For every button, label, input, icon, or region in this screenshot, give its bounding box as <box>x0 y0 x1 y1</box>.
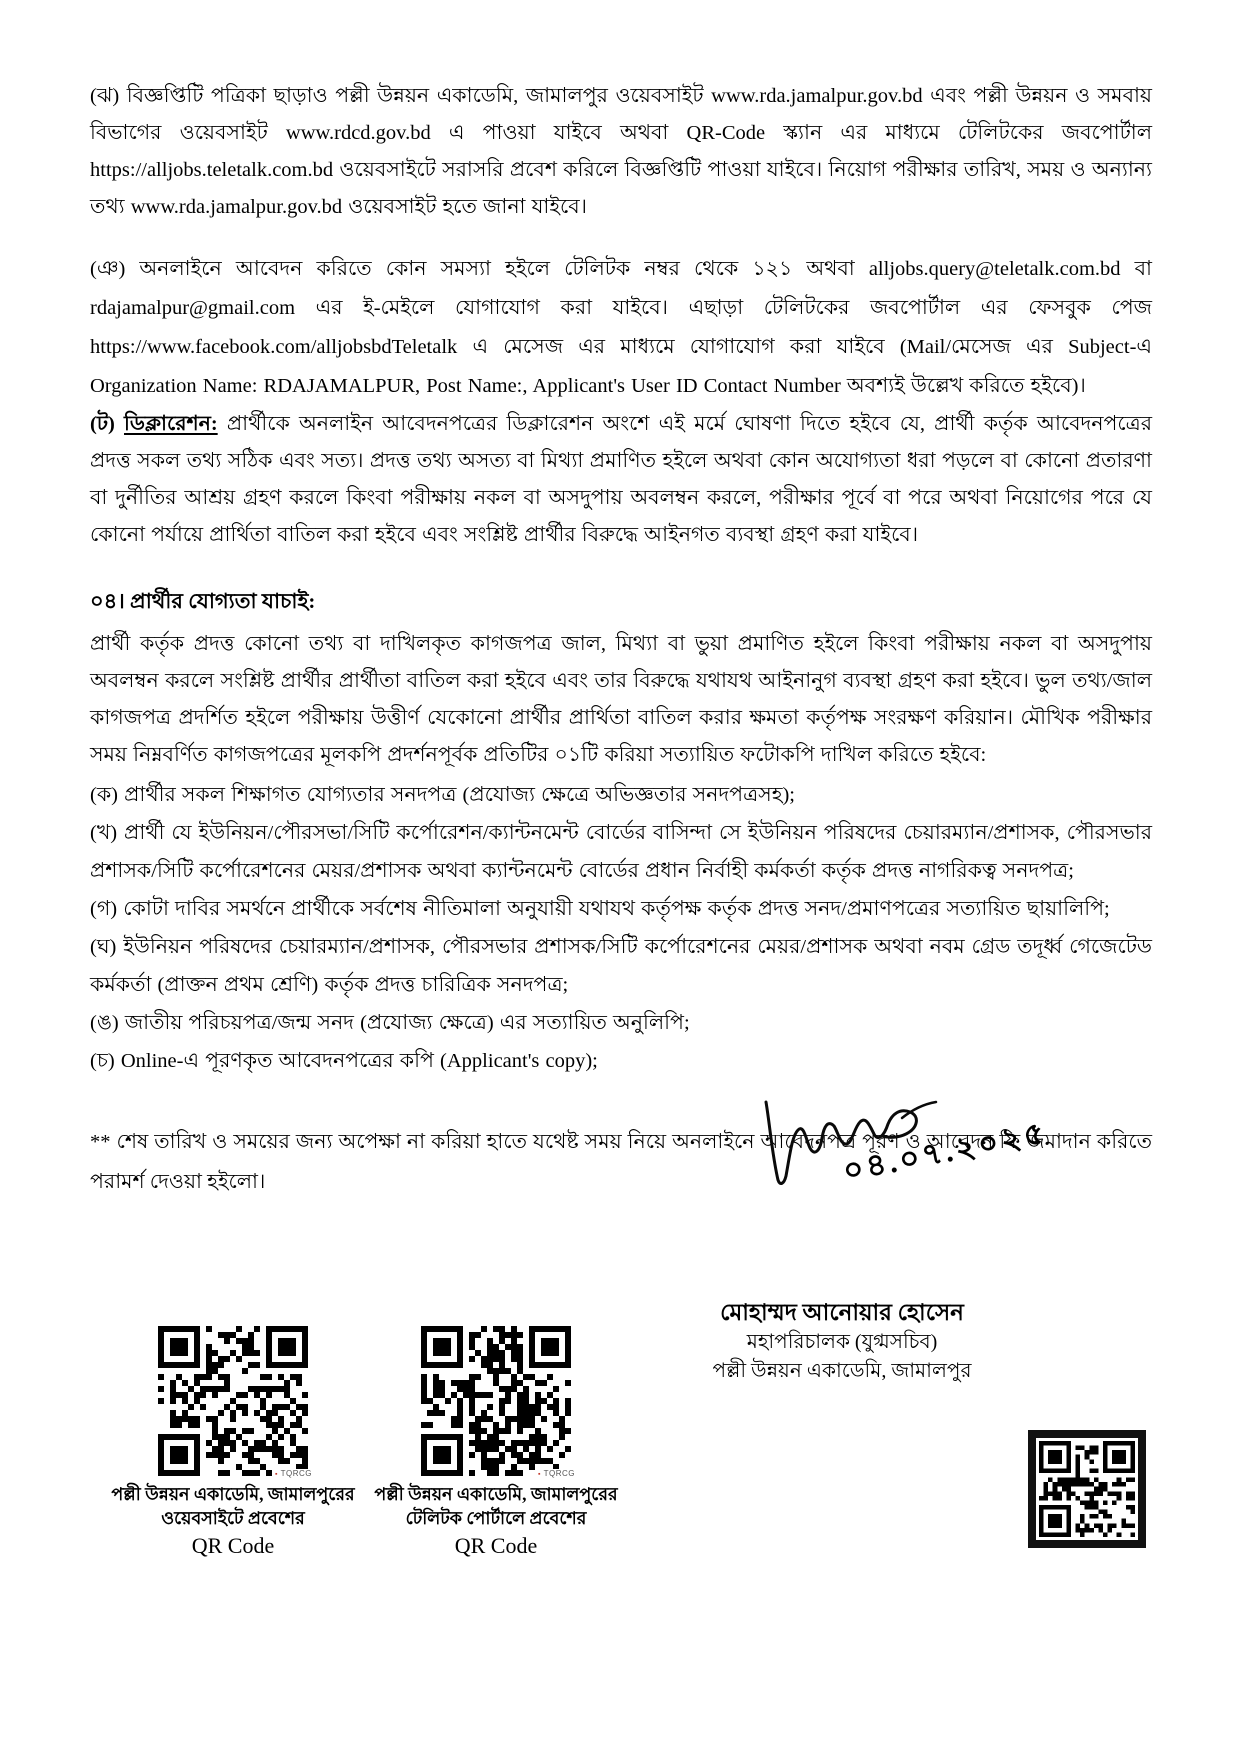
qr-watermark: ▪ TQRCG <box>538 1469 575 1478</box>
qr-caption-line: পল্লী উন্নয়ন একাডেমি, জামালপুরের <box>374 1484 618 1504</box>
declaration-label: (ট) <box>90 413 115 435</box>
list-item-kha: (খ) প্রার্থী যে ইউনিয়ন/পৌরসভা/সিটি কর্পোরেশন/ক্যান্টনমেন্ট বোর্ডের বাসিন্দা সে ইউনিয়ন পরিষদের চেয়ারম্যান/প্রশাসক, পৌরসভার প্রশাসক/সিটি কর্পোরেশনের মেয়র/প্রশাসক অথবা ক্যান্টনমেন্ট বোর্ডের প্রধান নির্বাহী কর্মকর্তা কর্তৃক প্রদত্ত নাগরিকত্ব সনদপত্র; <box>90 822 1152 882</box>
paragraph-declaration <box>90 406 1152 554</box>
advisory-note: ** শেষ তারিখ ও সময়ের জন্য অপেক্ষা না করিয়া হাতে যথেষ্ট সময় নিয়ে অনলাইনে আবেদনপত্র পূরণ ও আবেদন ফি জমাদান করিতে পরামর্শ দেওয়া হইলো। <box>90 1131 1152 1193</box>
signature-block <box>667 1298 1017 1386</box>
qr-caption-line: ওয়েবসাইটে প্রবেশের <box>161 1508 305 1528</box>
list-item-ka: (ক) প্রার্থীর সকল শিক্ষাগত যোগ্যতার সনদপত্র (প্রযোজ্য ক্ষেত্রে অভিজ্ঞতার সনদপত্রসহ); <box>90 784 795 806</box>
qr-code-website <box>155 1326 311 1476</box>
qr-caption-teletalk <box>346 1482 646 1560</box>
qr-code-teletalk <box>418 1326 574 1476</box>
eligibility-intro: প্রার্থী কর্তৃক প্রদত্ত কোনো তথ্য বা দাখিলকৃত কাগজপত্র জাল, মিথ্যা বা ভুয়া প্রমাণিত হইলে কিংবা পরীক্ষায় নকল বা অসদুপায় অবলম্বন করলে সংশ্লিষ্ট প্রার্থীর প্রার্থীতা বাতিল করা হইবে এবং তার বিরুদ্ধে যথাযথ আইনানুগ ব্যবস্থা গ্রহণ করা হইবে। ভুল তথ্য/জাল কাগজপত্র প্রদর্শিত হইলে পরীক্ষায় উত্তীর্ণ যেকোনো প্রার্থীর প্রার্থিতা বাতিল করার ক্ষমতা কর্তৃপক্ষ সংরক্ষণ করিয়ান। মৌখিক পরীক্ষার সময় নিম্নবর্ণিত কাগজপত্রের মূলকপি প্রদর্শনপূর্বক প্রতিটির ০১টি করিয়া সত্যায়িত ফটোকপি দাখিল করিতে হইবে: <box>90 633 1152 766</box>
section-heading-eligibility: ০৪। প্রার্থীর যোগ্যতা যাচাই: <box>90 589 316 613</box>
paragraph-nio: (ঞ) অনলাইনে আবেদন করিতে কোন সমস্যা হইলে টেলিটক নম্বর থেকে ১২১ অথবা alljobs.query@teletalk.com.bd বা rdajamalpur@gmail.com এর ই-মেইলে যোগাযোগ করা যাইবে। এছাড়া টেলিটকের জবপোর্টাল এর ফেসবুক পেজ https://www.facebook.com/alljobsbdTeletalk এ মেসেজ এর মাধ্যমে যোগাযোগ করা যাইবে (Mail/মেসেজ এর Subject-এ Organization Name: RDAJAMALPUR, Post Name:, Applicant's User ID Contact Number অবশ্যই উল্লেখ করিতে হইবে)। <box>90 258 1152 397</box>
list-item-cha: (চ) Online-এ পূরণকৃত আবেদনপত্রের কপি (Applicant's copy); <box>90 1050 598 1072</box>
signatory-title: মহাপরিচালক (যুগ্মসচিব) <box>746 1331 938 1353</box>
qr-caption-line: QR Code <box>454 1533 538 1558</box>
qr-watermark: ▪ TQRCG <box>275 1469 312 1478</box>
signature-date: ০৪.০৭.২০২৫ <box>840 1114 1050 1189</box>
signatory-organization: পল্লী উন্নয়ন একাডেমি, জামালপুর <box>712 1360 972 1382</box>
qr-caption-line: QR Code <box>191 1533 275 1558</box>
qr-caption-website <box>83 1482 383 1560</box>
declaration-body: প্রার্থীকে অনলাইন আবেদনপত্রের ডিক্লারেশন অংশে এই মর্মে ঘোষণা দিতে হইবে যে, প্রার্থী কর্তৃক আবেদনপত্রের প্রদত্ত সকল তথ্য সঠিক এবং সত্য। প্রদত্ত তথ্য অসত্য বা মিথ্যা প্রমাণিত হইলে অথবা কোন অযোগ্যতা ধরা পড়লে বা কোনো প্রতারণা বা দুর্নীতির আশ্রয় গ্রহণ করলে কিংবা পরীক্ষায় নকল বা অসদুপায় অবলম্বন করলে, পরীক্ষার পূর্বে বা পরে অথবা নিয়োগের পরে যে কোনো পর্যায়ে প্রার্থিতা বাতিল করা হইবে এবং সংশ্লিষ্ট প্রার্থীর বিরুদ্ধে আইনগত ব্যবস্থা গ্রহণ করা যাইবে। <box>90 413 1153 546</box>
list-item-gha: (ঘ) ইউনিয়ন পরিষদের চেয়ারম্যান/প্রশাসক, পৌরসভার প্রশাসক/সিটি কর্পোরেশনের মেয়র/প্রশাসক অথবা নবম গ্রেড তদূর্ধ্ব গেজেটেড কর্মকর্তা (প্রাক্তন প্রথম শ্রেণি) কর্তৃক প্রদত্ত চারিত্রিক সনদপত্র; <box>90 936 1152 996</box>
declaration-lead: ডিক্লারেশন: <box>124 413 218 435</box>
required-documents-list <box>90 776 1152 1080</box>
qr-code-stamp <box>1028 1430 1146 1548</box>
document-body <box>90 78 1152 1202</box>
qr-caption-line: টেলিটক পোর্টালে প্রবেশের <box>405 1508 587 1528</box>
list-item-uma: (ঙ) জাতীয় পরিচয়পত্র/জন্ম সনদ (প্রযোজ্য ক্ষেত্রে) এর সত্যায়িত অনুলিপি; <box>90 1012 690 1034</box>
signatory-name: মোহাম্মদ আনোয়ার হোসেন <box>720 1300 964 1325</box>
paragraph-jha: (ঝ) বিজ্ঞপ্তিটি পত্রিকা ছাড়াও পল্লী উন্নয়ন একাডেমি, জামালপুর ওয়েবসাইট www.rda.jamalpur.gov.bd এবং পল্লী উন্নয়ন ও সমবায় বিভাগের ওয়েবসাইট www.rdcd.gov.bd এ পাওয়া যাইবে অথবা QR-Code স্ক্যান এর মাধ্যমে টেলিটকের জবপোর্টাল https://alljobs.teletalk.com.bd ওয়েবসাইটে সরাসরি প্রবেশ করিলে বিজ্ঞপ্তিটি পাওয়া যাইবে। নিয়োগ পরীক্ষার তারিখ, সময় ও অন্যান্য তথ্য www.rda.jamalpur.gov.bd ওয়েবসাইট হতে জানা যাইবে। <box>90 85 1152 218</box>
list-item-ga: (গ) কোটা দাবির সমর্থনে প্রার্থীকে সর্বশেষ নীতিমালা অনুযায়ী যথাযথ কর্তৃপক্ষ কর্তৃক প্রদত্ত সনদ/প্রমাণপত্রের সত্যায়িত ছায়ালিপি; <box>90 898 1110 920</box>
qr-caption-line: পল্লী উন্নয়ন একাডেমি, জামালপুরের <box>111 1484 355 1504</box>
